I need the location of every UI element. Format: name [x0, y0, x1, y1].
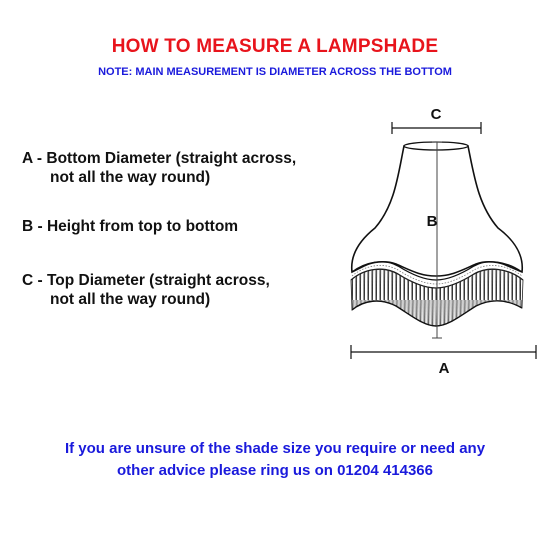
measurement-b-line1: B - Height from top to bottom [22, 218, 239, 235]
footer-line2: other advice please ring us on 01204 414366 [117, 462, 433, 479]
measurement-c-line2: not all the way round) [50, 291, 211, 308]
measurement-a [22, 149, 296, 187]
dimension-a [351, 345, 536, 359]
lampshade-diagram [340, 100, 550, 390]
label-b: B [426, 213, 438, 230]
footer-line1: If you are unsure of the shade size you require or need any [64, 440, 486, 457]
contact-footer [0, 438, 550, 482]
measurement-a-line2: not all the way round) [50, 169, 211, 186]
measurement-c [22, 271, 270, 309]
page-title: HOW TO MEASURE A LAMPSHADE [111, 36, 439, 57]
measurement-b [22, 217, 238, 236]
page-subtitle: NOTE: MAIN MEASUREMENT IS DIAMETER ACROSS THE BOTTOM [98, 66, 452, 78]
label-a: A [438, 360, 450, 377]
measurement-c-line1: C - Top Diameter (straight across, [22, 272, 270, 289]
measurement-a-line1: A - Bottom Diameter (straight across, [22, 150, 297, 167]
label-c: C [430, 106, 442, 123]
dimension-c [392, 122, 481, 134]
